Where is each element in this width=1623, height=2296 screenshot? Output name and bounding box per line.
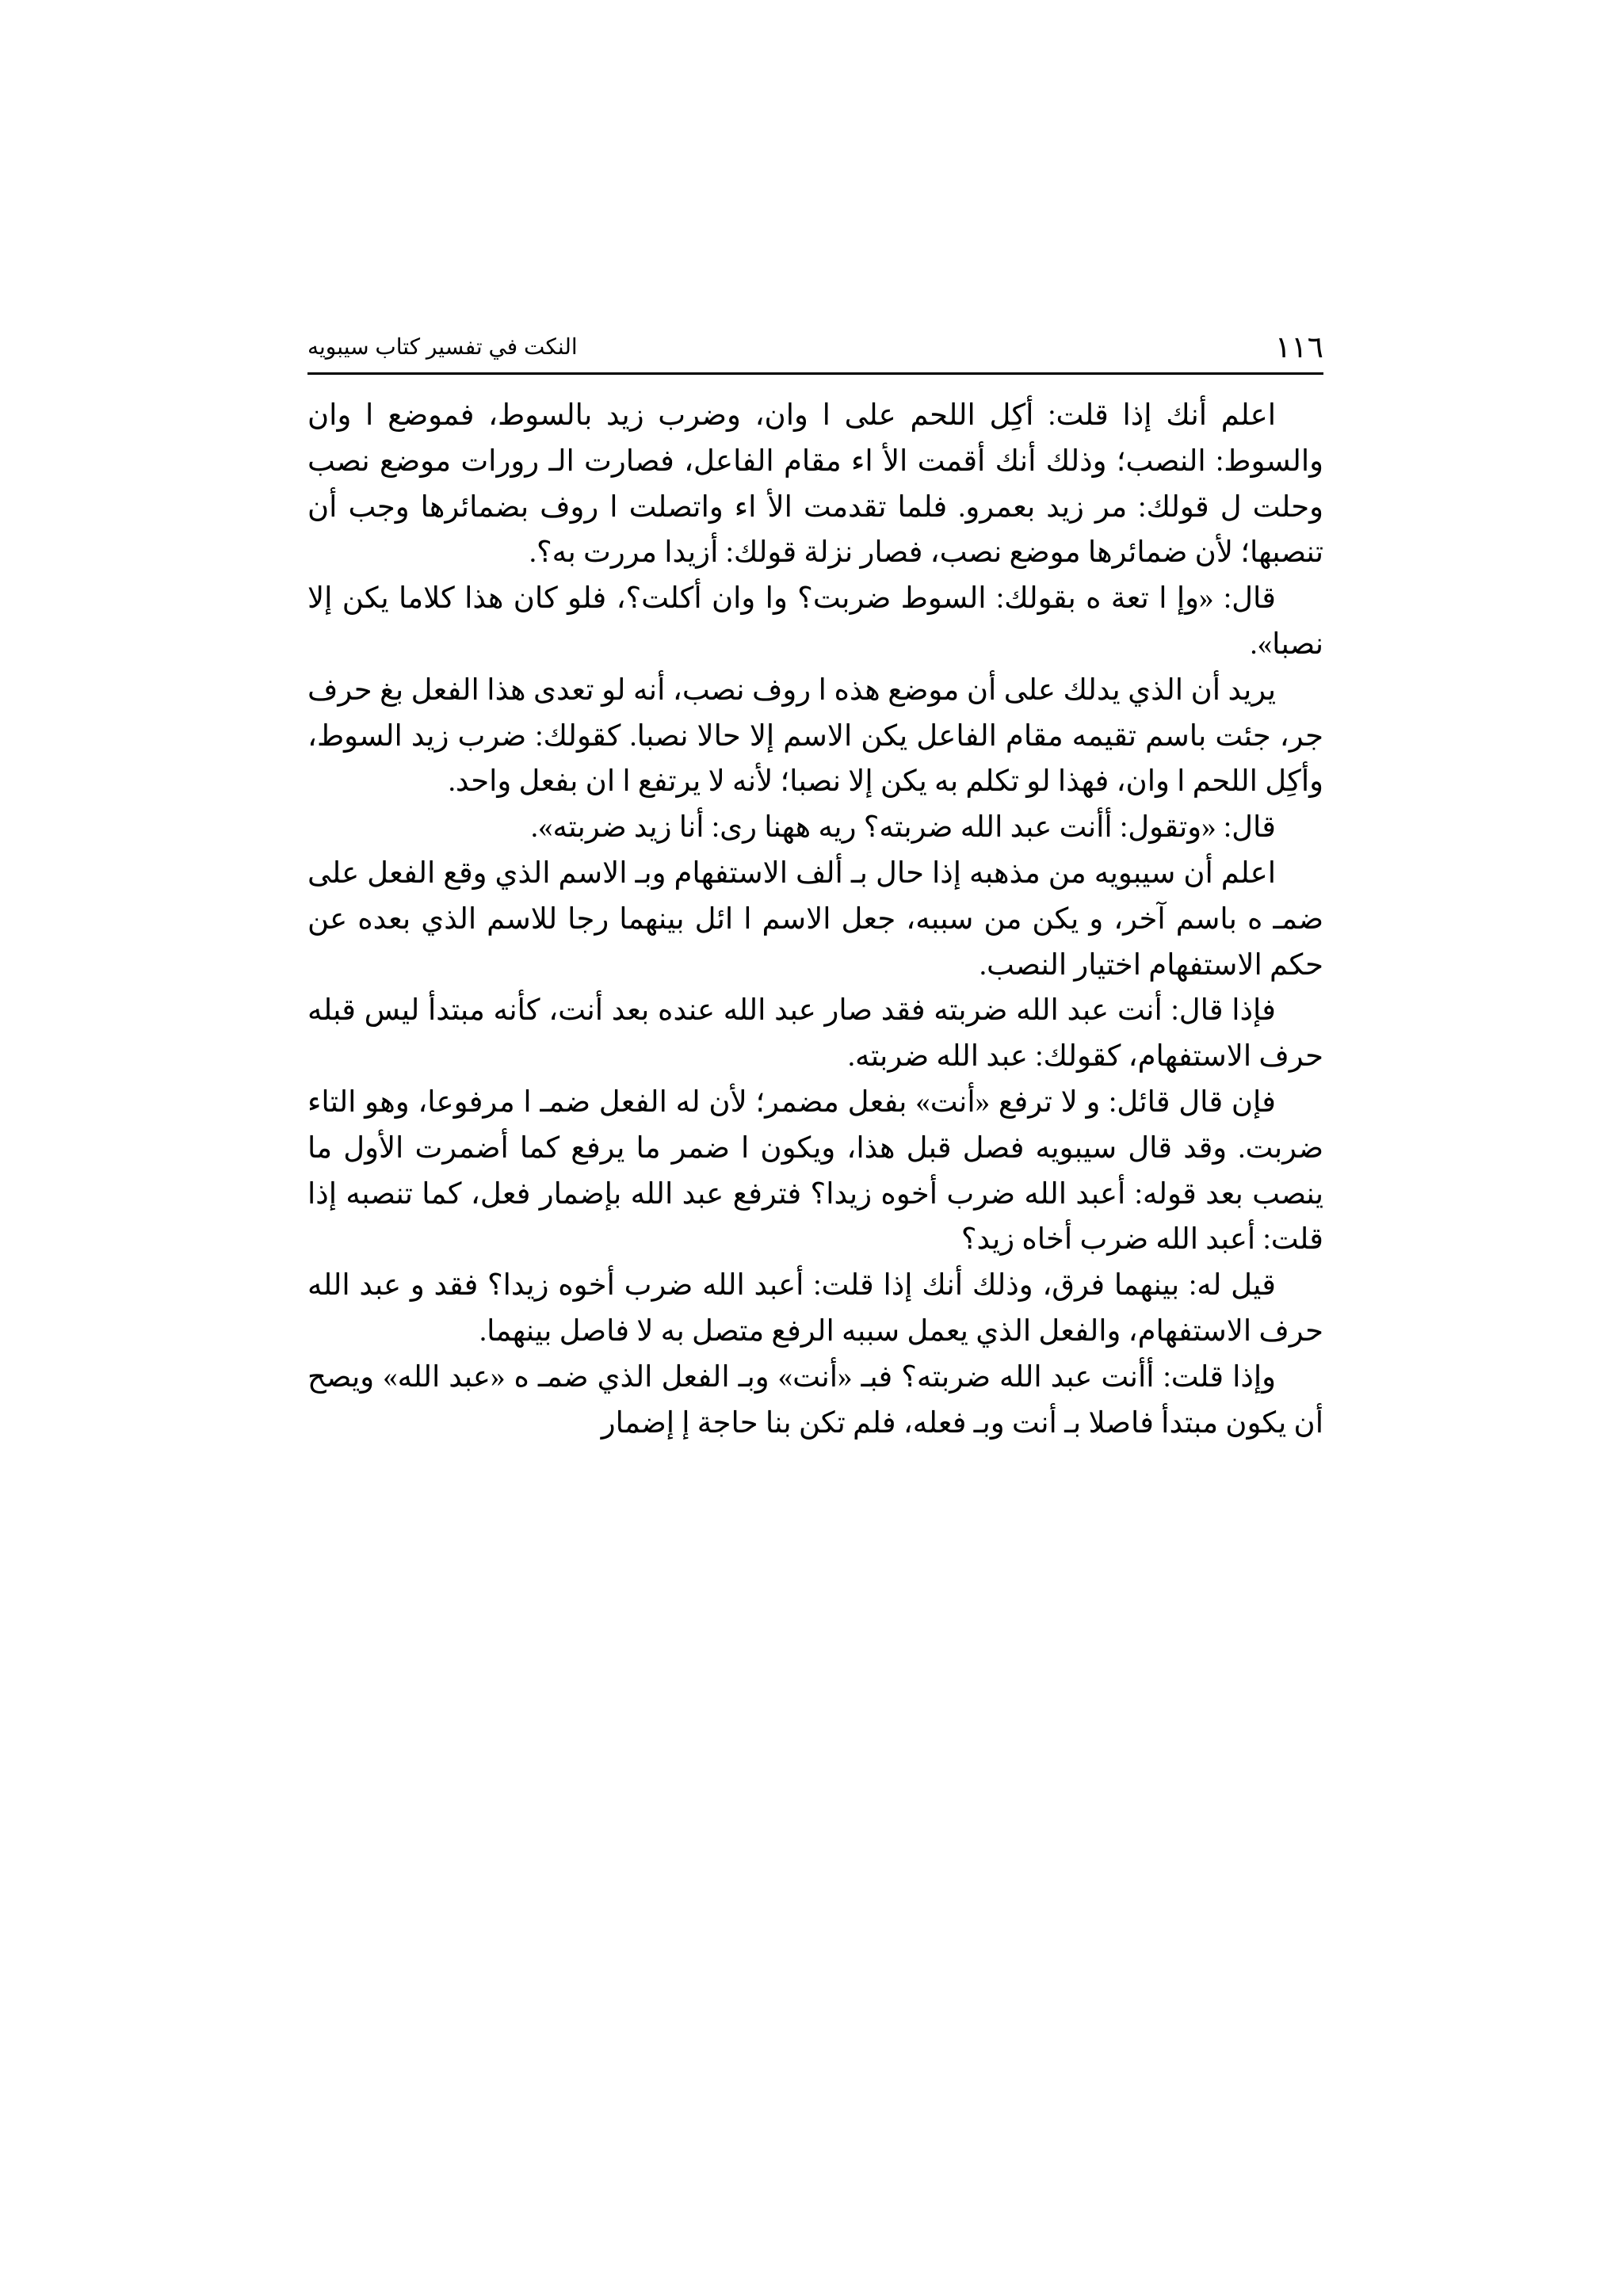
paragraph: قال: «وتقول: أأنت عبد الله ضربته؟ ريه ههنا رى: أنا زيد ضربته». bbox=[530, 811, 1276, 845]
paragraph: قيل له: بينهما فرق، وذلك أنك إذا قلت: أعبد الله ضرب أخوه زيدا؟ فقد و عبد الله حرف الاستفهام، والفعل الذي يعمل سببه الرفع متصل به لا فاصل بينهما. bbox=[307, 1269, 1323, 1348]
paragraph: يريد أن الذي يدلك على أن موضع هذه ا روف نصب، أنه لو تعدى هذا الفعل بغ حرف جر، جئت باسم تقيمه مقام الفاعل يكن الاسم إلا حالا نصبا. كقولك: ضرب زيد السوط، وأكِل اللحم ا وان، فهذا لو تكلم به يكن إلا نصبا؛ لأنه لا يرتفع ا ان بفعل واحد. bbox=[307, 673, 1323, 799]
paragraph: اعلم أنك إذا قلت: أكِل اللحم على ا وان، وضرب زيد بالسوط، فموضع ا وان والسوط: النصب؛ وذلك أنك أقمت الأ اء مقام الفاعل، فصارت الـ رورات موضع نصب وحلت ل قولك: مر زيد بعمرو. فلما تقدمت الأ اء واتصلت ا روف بضمائرها وجب أن تنصبها؛ لأن ضمائرها موضع نصب، فصار نزلة قولك: أزيدا مررت به؟. bbox=[307, 399, 1323, 570]
paragraph: قال: «وإ ا تعة ه بقولك: السوط ضربت؟ وا وان أكلت؟، فلو كان هذا كلاما يكن إلا نصبا». bbox=[307, 582, 1323, 661]
running-header bbox=[307, 323, 1323, 371]
main-text bbox=[307, 393, 1323, 1446]
paragraph: وإذا قلت: أأنت عبد الله ضربته؟ فبـ «أنت» وبـ الفعل الذي ضمـ ه «عبد الله» ويصح أن يكون مبتدأ فاصلا بـ أنت وبـ فعله، فلم تكن بنا حاجة إ إضمار bbox=[307, 1360, 1323, 1440]
book-title: النكت في تفسير كتاب سيبويه bbox=[307, 334, 578, 359]
paragraph: فإذا قال: أنت عبد الله ضربته فقد صار عبد الله عنده بعد أنت، كأنه مبتدأ ليس قبله حرف الاستفهام، كقولك: عبد الله ضربته. bbox=[307, 994, 1323, 1074]
paragraph: اعلم أن سيبويه من مذهبه إذا حال بـ ألف الاستفهام وبـ الاسم الذي وقع الفعل على ضمـ ه باسم آخر، و يكن من سببه، جعل الاسم ا ائل بينهما رجا للاسم الذي بعده عن حكم الاستفهام اختيار النصب. bbox=[307, 856, 1323, 982]
page-number: ١١٦ bbox=[1274, 330, 1323, 364]
header-divider bbox=[307, 372, 1323, 375]
paragraph: فإن قال قائل: و لا ترفع «أنت» بفعل مضمر؛ لأن له الفعل ضمـ ا مرفوعا، وهو التاء ضربت. وقد قال سيبويه فصل قبل هذا، ويكون ا ضمر ما يرفع كما أضمرت الأول ما ينصب بعد قوله: أعبد الله ضرب أخوه زيدا؟ فترفع عبد الله بإضمار فعل، كما تنصبه إذا قلت: أعبد الله ضرب أخاه زيد؟ bbox=[307, 1085, 1323, 1257]
